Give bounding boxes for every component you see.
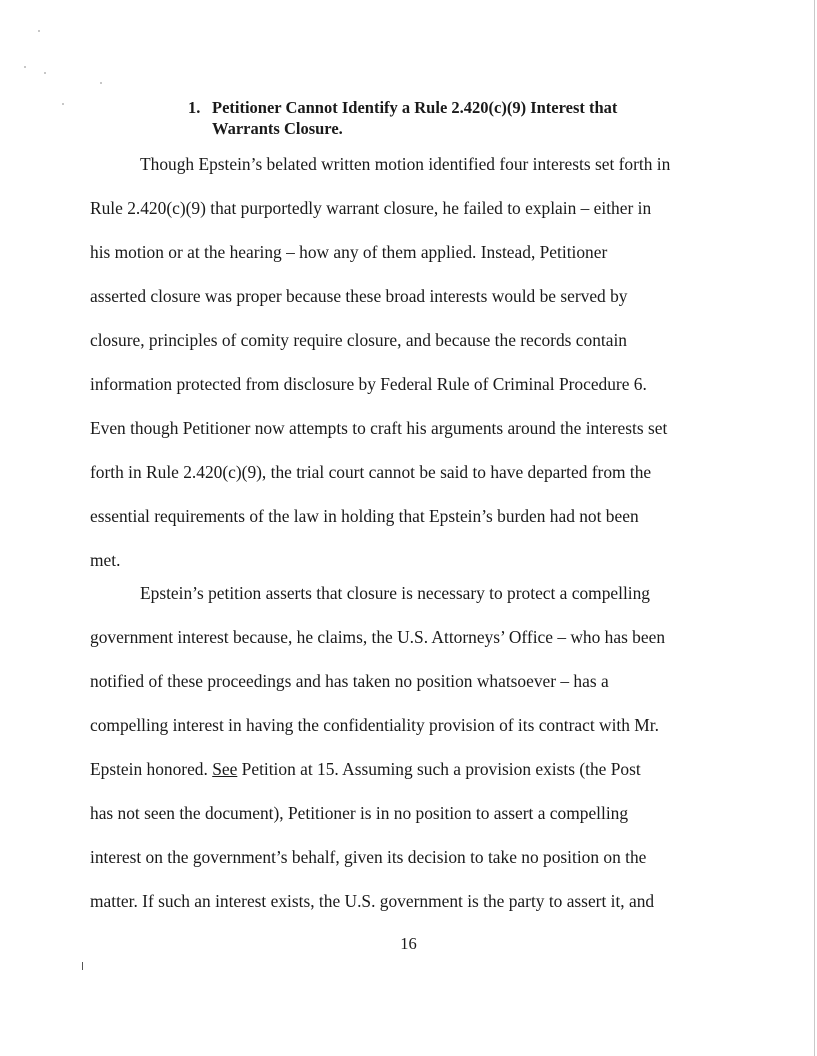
- text-line: compelling interest in having the confidentiality provision of its contract with Mr.: [90, 715, 659, 735]
- text-line: Rule 2.420(c)(9) that purportedly warrant closure, he failed to explain – either in: [90, 198, 652, 218]
- text-line: Even though Petitioner now attempts to craft his arguments around the interests set: [90, 418, 668, 438]
- text-line: government interest because, he claims, the U.S. Attorneys’ Office – who has been: [90, 627, 666, 647]
- scan-speck: [38, 30, 40, 32]
- scan-speck: [100, 82, 102, 84]
- text-line: forth in Rule 2.420(c)(9), the trial court cannot be said to have departed from the: [90, 462, 652, 482]
- scan-speck: [62, 103, 64, 105]
- text-line: [90, 747, 750, 791]
- text-segment: Petition at 15. Assuming such a provision exists (the Post: [237, 759, 641, 779]
- text-segment: Epstein honored.: [90, 759, 213, 779]
- text-line: Epstein’s petition asserts that closure is necessary to protect a compelling: [140, 583, 650, 603]
- text-line: Though Epstein’s belated written motion identified four interests set forth in: [140, 154, 671, 174]
- heading-text-1: Petitioner Cannot Identify a Rule 2.420(c)(9) Interest that: [212, 98, 618, 117]
- citation-signal-see: See: [212, 759, 238, 779]
- text-line: his motion or at the hearing – how any of them applied. Instead, Petitioner: [90, 242, 608, 262]
- text-line: information protected from disclosure by Federal Rule of Criminal Procedure 6.: [90, 374, 647, 394]
- text-line: has not seen the document), Petitioner is in no position to assert a compelling: [90, 803, 629, 823]
- text-line: essential requirements of the law in holding that Epstein’s burden had not been: [90, 506, 639, 526]
- paragraph-1: [90, 142, 750, 582]
- scan-speck: [24, 66, 26, 68]
- page-number: 16: [400, 934, 417, 953]
- page-edge-line: [814, 0, 815, 1056]
- heading-line-1: [188, 97, 748, 118]
- text-line: interest on the government’s behalf, given its decision to take no position on the: [90, 847, 647, 867]
- scan-speck: [44, 72, 46, 74]
- heading-line-2: Warrants Closure.: [212, 119, 343, 138]
- text-line: asserted closure was proper because these broad interests would be served by: [90, 286, 628, 306]
- heading-number: 1.: [188, 98, 201, 117]
- text-line: matter. If such an interest exists, the U.S. government is the party to assert it, and: [90, 891, 655, 911]
- text-line: notified of these proceedings and has taken no position whatsoever – has a: [90, 671, 609, 691]
- section-heading: [188, 97, 748, 139]
- text-line: closure, principles of comity require closure, and because the records contain: [90, 330, 627, 350]
- margin-mark: [82, 962, 83, 970]
- paragraph-2: [90, 571, 750, 923]
- text-line: met.: [90, 550, 121, 570]
